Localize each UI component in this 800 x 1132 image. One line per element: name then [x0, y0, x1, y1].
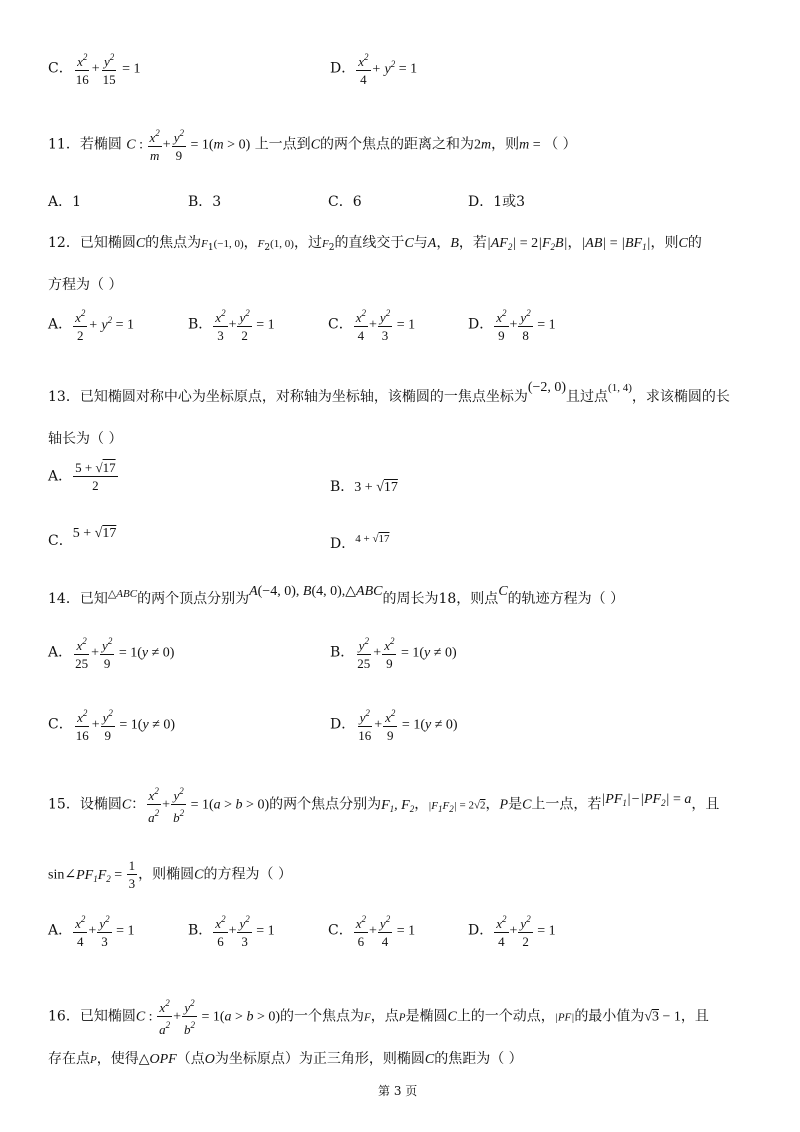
fraction: $\frac{x^2}{4}$	[358, 52, 369, 87]
q12-option-b: B． $\frac{x^2}{3}$ + $\frac{y^2}{2}$ = 1	[188, 308, 275, 343]
q13-option-a: A． $\frac{5 + √17}{2}$	[48, 460, 116, 493]
q12-option-d: D． $\frac{x^2}{9}$ + $\frac{y^2}{8}$ = 1	[468, 308, 556, 343]
fraction: $\frac{x^2}{16}$	[75, 52, 89, 87]
page-number: 第 3 页	[378, 1084, 418, 1098]
q13-stem-line2: 轴长为（ ）	[48, 431, 123, 447]
q15-option-c: C． $\frac{x^2}{6}$ + $\frac{y^2}{4}$ = 1	[328, 914, 416, 949]
q14-option-b: B． $\frac{y^2}{25}$ + $\frac{x^2}{9}$ = 1(y ≠ 0)	[330, 636, 457, 671]
option-label: C．	[48, 60, 73, 77]
q11-option-b: B．3	[188, 194, 222, 210]
q15-option-a: A． $\frac{x^2}{4}$ + $\frac{y^2}{3}$ = 1	[48, 914, 135, 949]
q10-option-d: D． $\frac{x^2}{4}$ + $y^2 = 1$	[330, 52, 418, 87]
q11-option-d: D．1或3	[468, 194, 526, 210]
q15-option-d: D． $\frac{x^2}{4}$ + $\frac{y^2}{2}$ = 1	[468, 914, 556, 949]
q15-stem-line1: 15．设椭圆C： $\frac{x^2}{a^2}$ + $\frac{y^2}{b^2}$ = 1(a > b > 0)的两个焦点分别为$F_1$, $F_2$，$|F_1F_2| = 2√2$，P是C上一点，若$|PF_1|-|PF_2| = a$，且	[48, 786, 720, 825]
option-label: D．	[330, 60, 356, 77]
q14-option-c: C． $\frac{x^2}{16}$ + $\frac{y^2}{9}$ = 1(y ≠ 0)	[48, 708, 176, 743]
q13-option-d: D．$^{4 + √17}$	[330, 533, 390, 552]
q11-stem: 11．若椭圆 C : $\frac{x^2}{m}$ + $\frac{y^2}{9}$ = 1(m > 0) 上一点到C的两个焦点的距离之和为2m，则m = （ ）	[48, 128, 577, 163]
q11-option-c: C．6	[328, 194, 362, 210]
q12-stem-line1: 12．已知椭圆C的焦点为$F_1(-1$, 0)，$F_2(1$, 0)，过$F_2$的直线交于C与A，B，若$|AF_2| = 2|F_2B|$，$|AB| = |BF_1|$，则C的	[48, 235, 702, 253]
q13-option-b: B．3 + √17	[330, 479, 398, 495]
q12-option-a: A． $\frac{x^2}{2}$ + $y^2 = 1$	[48, 308, 134, 343]
q12-option-c: C． $\frac{x^2}{4}$ + $\frac{y^2}{3}$ = 1	[328, 308, 416, 343]
q13-stem-line1: 13．已知椭圆对称中心为坐标原点，对称轴为坐标轴，该椭圆的一焦点坐标为(−2, 0)且过点$^{(1, 4)}$，求该椭圆的长	[48, 380, 730, 405]
q15-stem-line2: $\sin\angle PF_1F_2$ = $\frac{1}{3}$ ，则椭圆C的方程为（ ）	[48, 858, 292, 891]
q10-option-c: C． $\frac{x^2}{16}$ + $\frac{y^2}{15}$ = 1	[48, 52, 141, 87]
q16-stem-line2: 存在点P，使得△OPF（点O为坐标原点）为正三角形，则椭圆C的焦距为（ ）	[48, 1051, 523, 1067]
q13-option-c: C．5 + √17	[48, 526, 117, 549]
q14-option-d: D． $\frac{y^2}{16}$ + $\frac{x^2}{9}$ = 1(y ≠ 0)	[330, 708, 458, 743]
fraction: $\frac{y^2}{15}$	[102, 52, 116, 87]
q14-stem: 14．已知$^{\triangle ABC}$的两个顶点分别为A(−4, 0), B(4, 0),△ABC的周长为18，则点C的轨迹方程为（ ）	[48, 584, 625, 607]
q11-option-a: A．1	[48, 194, 82, 210]
q16-stem-line1: 16．已知椭圆C : $\frac{x^2}{a^2}$ + $\frac{y^2}{b^2}$ = 1(a > b > 0)的一个焦点为F，点P是椭圆C上的一个动点，|PF|的最小值为√3 − 1，且	[48, 998, 709, 1037]
q14-option-a: A． $\frac{x^2}{25}$ + $\frac{y^2}{9}$ = 1(y ≠ 0)	[48, 636, 175, 671]
q15-option-b: B． $\frac{x^2}{6}$ + $\frac{y^2}{3}$ = 1	[188, 914, 275, 949]
q12-stem-line2: 方程为（ ）	[48, 277, 123, 293]
